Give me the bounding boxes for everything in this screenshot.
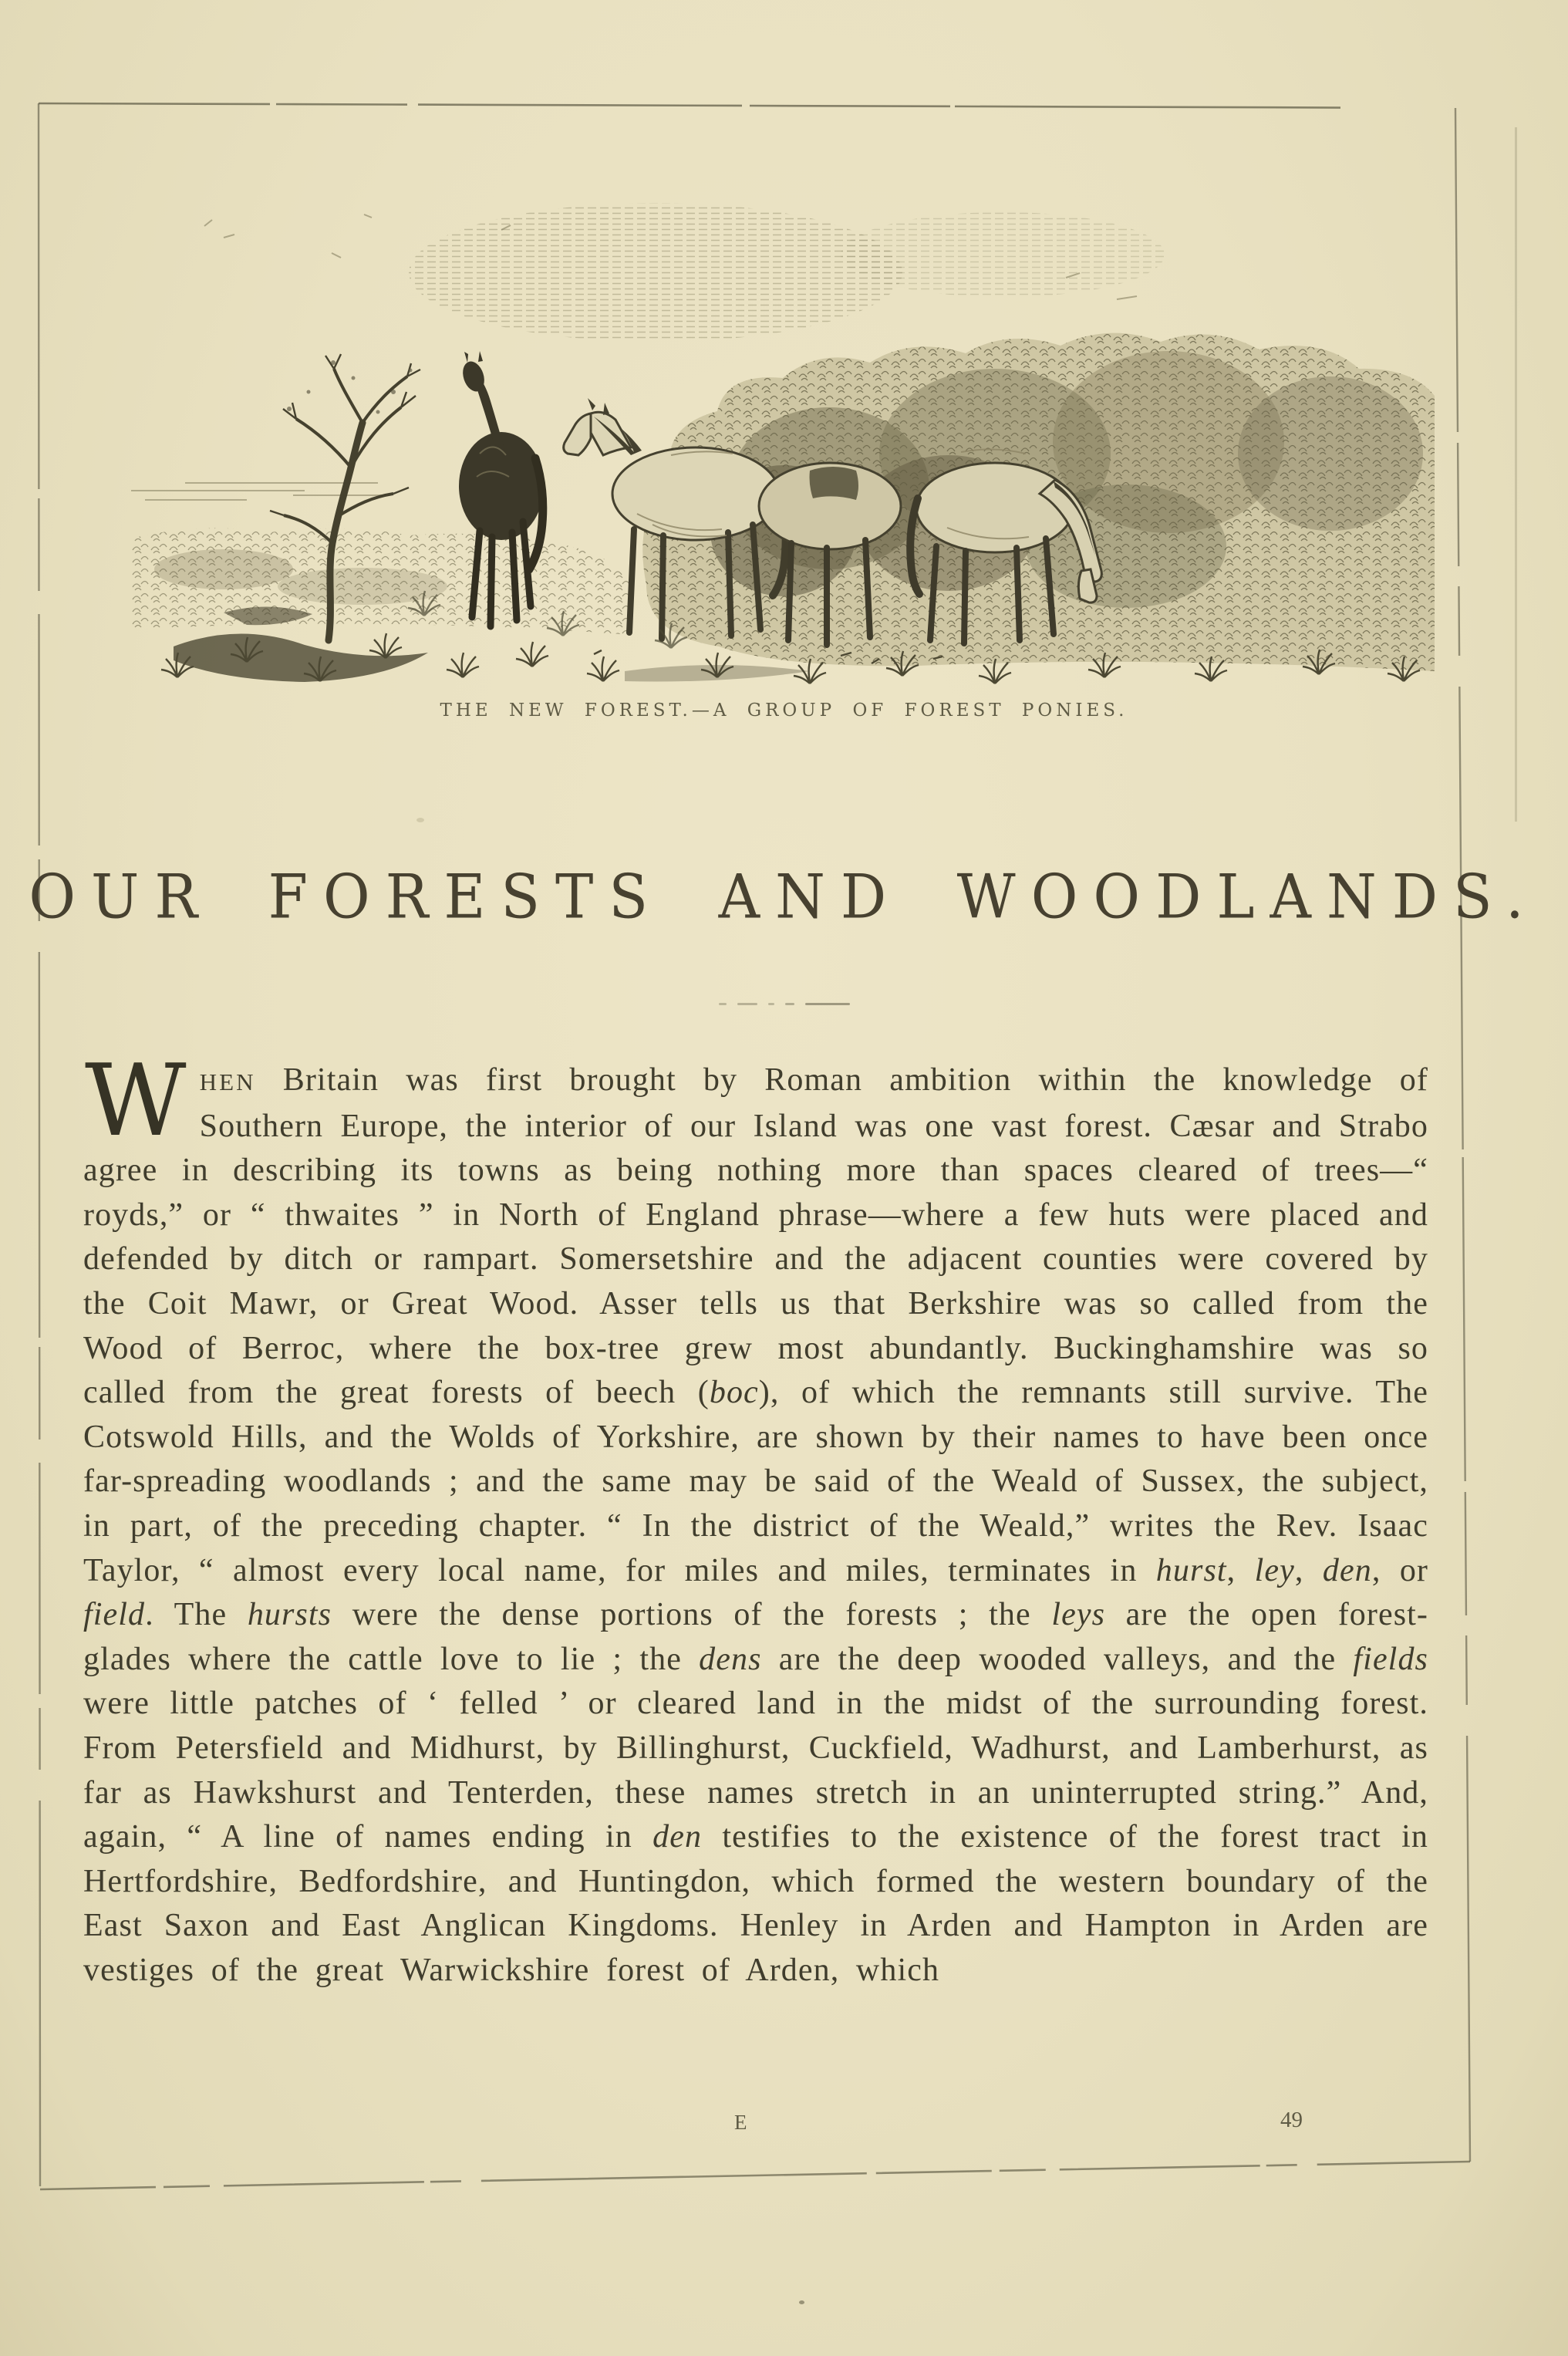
foxing-spot xyxy=(1161,494,1172,500)
heath-band xyxy=(131,528,631,635)
page-number: 49 xyxy=(1280,2108,1303,2132)
body-paragraph xyxy=(83,1044,1429,1993)
signature-mark: E xyxy=(734,2111,748,2134)
foxing-spot xyxy=(416,818,424,822)
illustration-caption: THE NEW FOREST.—A GROUP OF FOREST PONIES. xyxy=(440,700,1128,721)
paragraph-text: HEN Britain was first brought by Roman ambition within the knowledge of Southern Europe, the interior of our Island was one vast forest. Cæsar and Strabo agree in describing its towns as being nothing more than spaces cleared of trees—“ royds,” or “ thwaites ” in North of England phrase—where a few huts were placed and defended by ditch or rampart. Somersetshire and the adjacent counties were covered by the Coit Mawr, or Great Wood. Asser tells us that Berkshire was so called from the Wood of Berroc, where the box-tree grew most abundantly. Buckinghamshire was so called from the great forests of beech (boc), of which the remnants still survive. The Cotswold Hills, and the Wolds of Yorkshire, are shown by their names to have been once far-spreading woodlands ; and the same may be said of the Weald of Sussex, the subject, in part, of the preceding chapter. “ In the district of the Weald,” writes the Rev. Isaac Taylor, “ almost every local name, for miles and miles, terminates in hurst, ley, den, or field. The hursts were the dense portions of the forests ; the leys are the open forest-glades where the cattle love to lie ; the dens are the deep wooded valleys, and the fields were little patches of ‘ felled ’ or cleared land in the midst of the surrounding forest. From Petersfield and Midhurst, by Billinghurst, Cuckfield, Wadhurst, and Lamberhurst, as far as Hawkshurst and Tenterden, these names stretch in an uninterrupted string.” And, again, “ A line of names ending in den testifies to the existence of the forest tract in Hertfordshire, Bedfordshire, and Huntingdon, which formed the western boundary of the East Saxon and East Anglican Kingdoms. Henley in Arden and Hampton in Arden are vestiges of the great Warwickshire forest of Arden, which xyxy=(83,1062,1429,1988)
page-edge-line xyxy=(1515,127,1517,822)
forest-ponies-illustration xyxy=(131,184,1435,685)
ink-speck xyxy=(799,2300,804,2304)
sky-hatching xyxy=(204,203,1165,342)
chapter-title: OUR FORESTS AND WOODLANDS. xyxy=(29,862,1539,933)
drop-cap: W xyxy=(85,1044,187,1159)
illustration-canvas xyxy=(131,184,1435,685)
title-rule xyxy=(0,1003,1568,1005)
